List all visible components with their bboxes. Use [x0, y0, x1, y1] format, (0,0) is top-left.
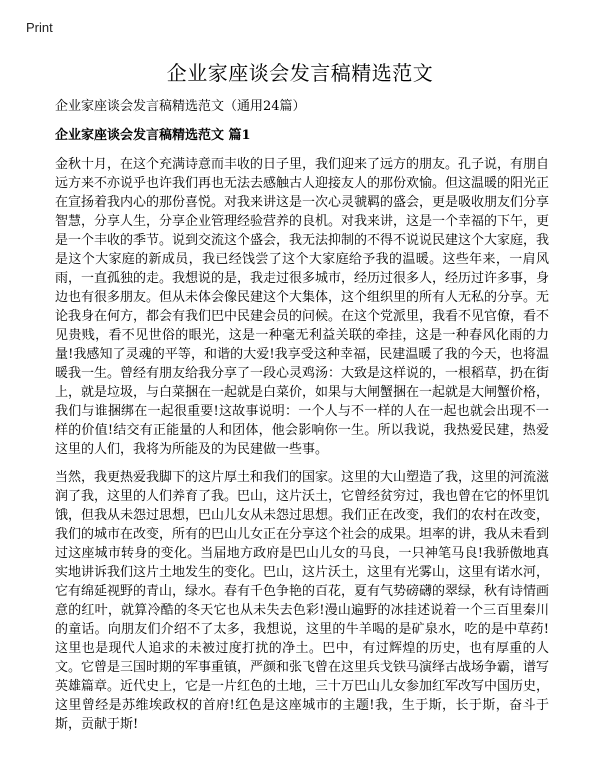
- section-heading: 企业家座谈会发言稿精选范文 篇1: [55, 128, 251, 143]
- print-link[interactable]: Print: [26, 20, 53, 35]
- body-paragraph-1: 金秋十月，在这个充满诗意而丰收的日子里，我们迎来了远方的朋友。孔子说，有朋自远方来不亦说乎也许我们再也无法去感触古人迎接友人的那份欢愉。但这温暖的阳光正在宣扬着我内心的那份喜悦。对我来讲这是一次心灵虢羁的盛会，更是吸收朋友们分享智慧，分享人生，分享企业管理经验营养的良机。对我来讲，这是一个幸福的下午，更是一个丰收的季节。说到交流这个盛会，我无法抑制的不得不说说民建这个大家庭，我是这个大家庭的新成员，我已经饯尝了这个大家庭给予我的温暖。这些年来，一肩风雨，一直孤独的走。我想说的是，我走过很多城市，经历过很多人，经历过许多事，身边也有很多朋友。但从未体会像民建这个大集体，这个组织里的所有人无私的分享。无论我身在何方，都会有我们巴中民建会员的问候。在这个党派里，我看不见官僚，看不见贵贱，看不见世俗的眼光，这是一种毫无利益关联的牵挂，这是一种春风化雨的力量!我感知了灵魂的平等，和谐的大爱!我享受这种幸福，民建温暖了我的今天，也将温暖我一生。曾经有朋友给我分享了一段心灵鸡汤：大致是这样说的，一根稻草，扔在街上，就是垃圾，与白菜捆在一起就是白菜价，如果与大闸蟹捆在一起就是大闸蟹价格，我们与谁捆绑在一起很重要!这故事说明：一个人与不一样的人在一起也就会出现不一样的价值!结交有正能量的人和团体，他会影响你一生。所以我说，我热爱民建，热爱这里的人们，我将为所能及的为民建做一些事。: [55, 157, 550, 457]
- document-subtitle: 企业家座谈会发言稿精选范文（通用24篇）: [55, 99, 306, 114]
- body-paragraph-2: 当然，我更热爱我脚下的这片厚土和我们的国家。这里的大山塑造了我，这里的河流滋润了我，这里的人们养育了我。巴山，这片沃土，它曾经贫穷过，我也曾在它的怀里饥饿，但我从未怨过思想，巴山儿女从未怨过思想。我们正在改变，我们的农村在改变，我们的城市在改变，所有的巴山儿女正在分享这个社会的成果。坦率的讲，我从未看到过这座城市转身的变化。当届地方政府是巴山儿女的马良，一只神笔马良!我骄傲地真实地讲诉我们这片土地发生的变化。巴山，这片沃土，这里有光雾山，这里有诺水河，它有绵延视野的青山，绿水。春有千色争艳的百花，夏有气势磅礴的翠绿，秋有诗情画意的红叶，就算冷酷的冬天它也从未失去色彩!漫山遍野的冰挂述说着一个三百里秦川的童话。向朋友们介绍不了太多，我想说，这里的牛羊喝的是矿泉水，吃的是中草药!这里也是现代人追求的未被过度打扰的净土。巴中，有过辉煌的历史，也有厚重的人文。它曾是三国时期的军事重镇，严颜和张飞曾在这里兵戈铁马演绎古战场争霸，谱写英雄篇章。近代史上，它是一片红色的土地，三十万巴山儿女参加红军改写中国历史，这里曾经是苏维埃政权的首府!红色是这座城市的主题!我，生于斯，长于斯，奋斗于斯，贡献于斯!: [55, 470, 550, 732]
- document-title: 企业家座谈会发言稿精选范文: [166, 61, 434, 85]
